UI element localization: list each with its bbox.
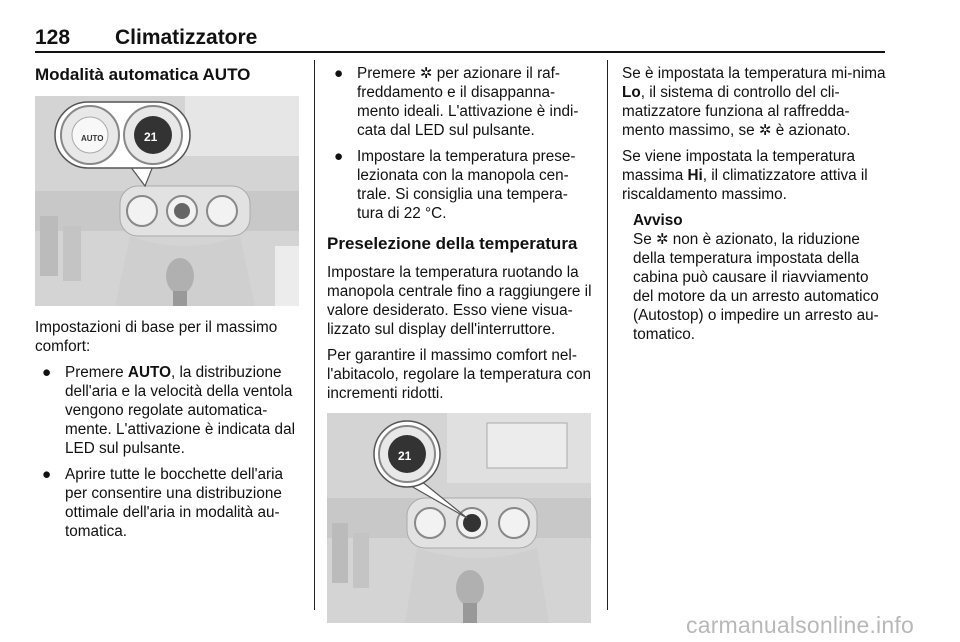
page-number: 128 [35,26,71,49]
ac-snowflake-icon: ✲ [419,65,433,82]
bullet-auto [35,363,300,458]
bold-hi: Hi [687,167,703,184]
bullet-text: Aprire tutte le bocchette dell'aria per consentire una distribuzione ottimale dell'aria in modalità au-tomatica. [65,466,284,540]
bullet-text: , la distribuzione dell'aria e la velocità della ventola vengono regolate automatica-mente. L'attivazione è indicata dal LED sul pulsante. [65,364,295,457]
note-text [633,230,887,344]
note-title: Avviso [633,212,683,229]
bullet-text: Premere [65,364,128,381]
bullet-dot: ● [334,65,344,82]
text: Se è impostata la temperatura mi-nima [622,65,886,82]
section-heading-preselection: Preselezione della temperatura [327,234,578,253]
bullet-text: Premere [357,65,420,82]
bullet-vents [35,465,300,541]
paragraph-lo [622,64,887,140]
column-1 [35,64,300,548]
bullet-text: per azionare il raf-freddamento e il disappanna-mento ideali. L'attivazione è indi-cata dal LED sul pulsante. [357,65,579,139]
intro-paragraph: Impostazioni di base per il massimo comfort: [35,319,278,355]
column-divider [314,60,315,610]
text: Se viene impostata la temperatura massima [622,148,855,184]
column-2 [327,64,592,635]
dashboard-illustration [35,96,299,306]
bullet-dot: ● [42,364,52,381]
auto-button-label: AUTO [81,134,104,143]
climate-control-figure-auto [35,96,299,306]
watermark: carmanualsonline.info [686,612,914,638]
text: è azionato. [771,122,851,139]
temperature-display: 21 [398,449,412,463]
note-box [622,211,887,344]
section-heading-auto: Modalità automatica AUTO [35,65,251,84]
text: Se [633,231,656,248]
bullet-text: Impostare la temperatura prese-lezionata con la manopola cen-trale. Si consiglia una tempera-tura di 22 °C. [357,148,576,222]
paragraph: Impostare la temperatura ruotando la manopola centrale fino a raggiungere il valore desiderato. Esso viene visua-lizzato sul display dell'interruttore. [327,264,592,338]
climate-control-figure-temp [327,413,591,623]
paragraph: Per garantire il massimo comfort nel-l'abitacolo, regolare la temperatura con incrementi ridotti. [327,347,591,402]
text: , il climatizzatore attiva il riscaldamento massimo. [622,167,868,203]
paragraph-hi [622,147,887,204]
chapter-title: Climatizzatore [115,26,258,49]
text: , il sistema di controllo del cli-matizzatore funziona al raffredda-mento massimo, se [622,84,850,139]
bullet-temperature [327,147,592,223]
column-divider [607,60,608,610]
temperature-display: 21 [144,130,158,144]
bullet-dot: ● [334,148,344,165]
bullet-bold-auto: AUTO [127,364,171,381]
text: non è azionato, la riduzione della temperatura impostata della cabina può causare il riavviamento del motore da un arresto automatico (Autostop) o impedire un arresto au-tomatico. [633,231,879,343]
page-header [35,26,885,54]
ac-snowflake-icon: ✲ [758,122,772,139]
column-3 [622,64,887,344]
bullet-dot: ● [42,466,52,483]
bold-lo: Lo [622,84,641,101]
dashboard-illustration [327,413,591,623]
header-rule [35,51,885,53]
ac-snowflake-icon: ✲ [655,231,669,248]
bullet-cooling [327,64,592,140]
